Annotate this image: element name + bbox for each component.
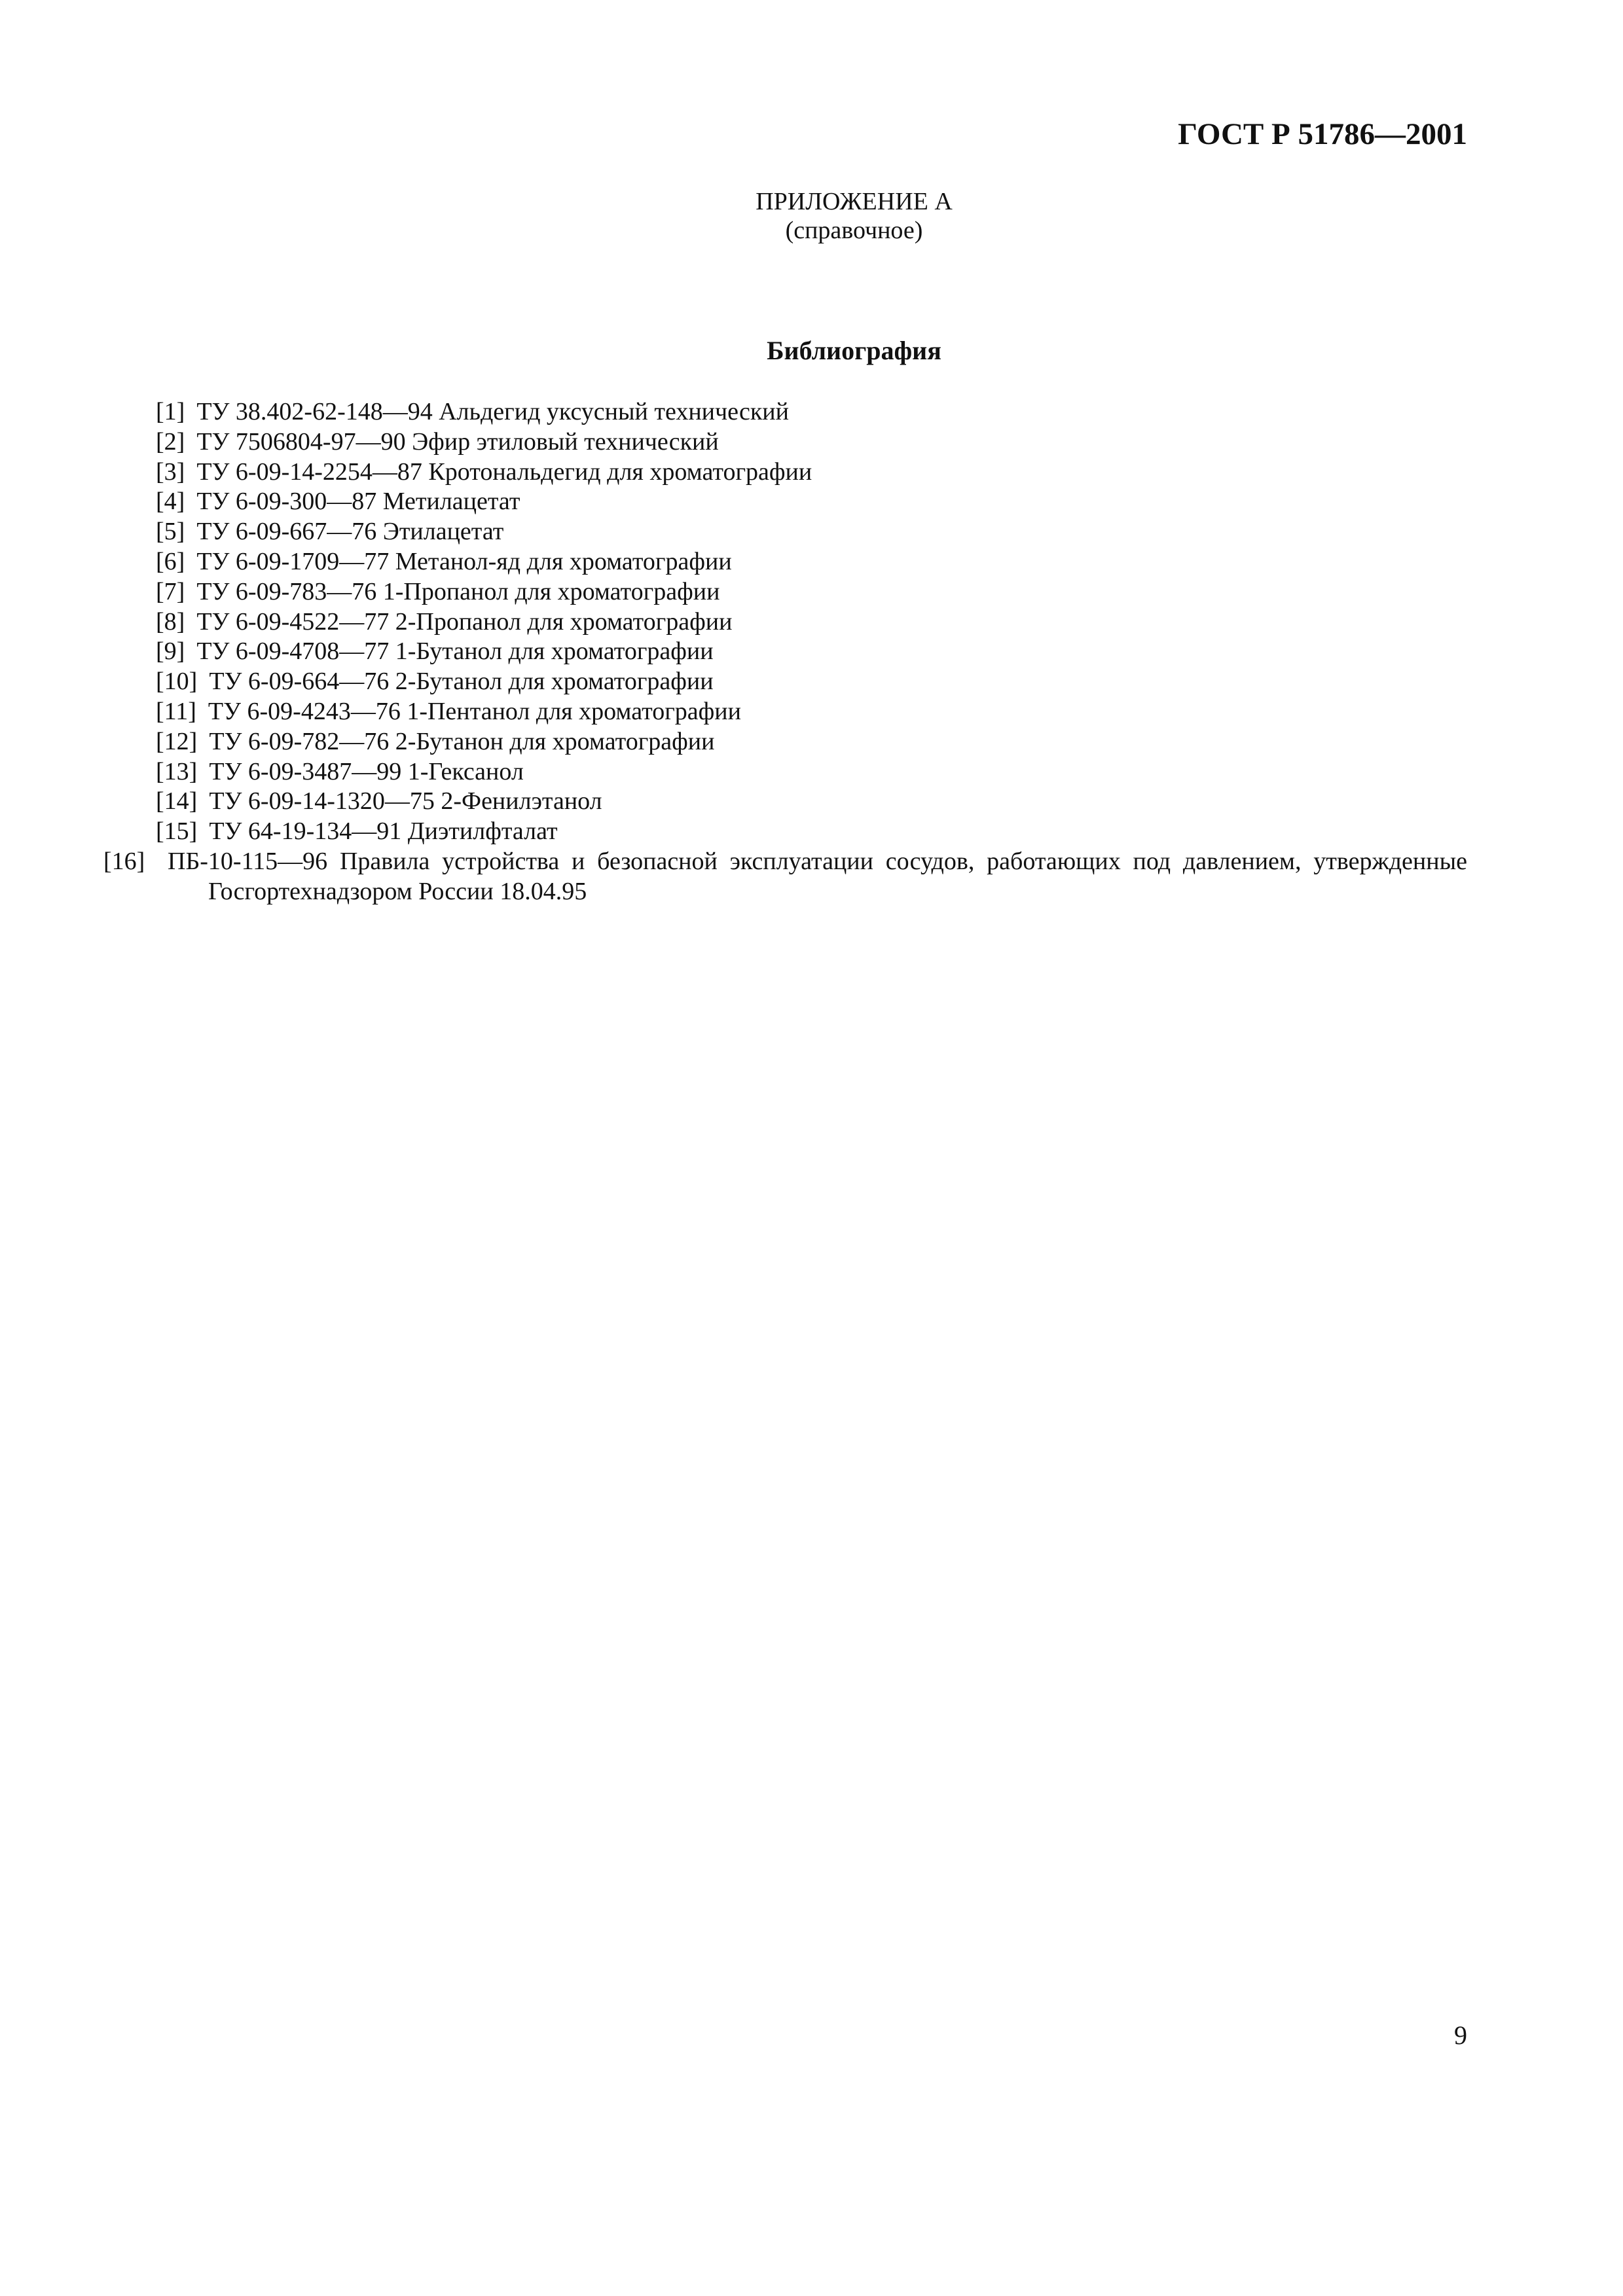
appendix-subtitle: (справочное): [785, 217, 923, 244]
reference-text: ТУ 6-09-667—76 Этилацетат: [196, 518, 504, 546]
section-title: Библиография: [767, 336, 941, 365]
reference-number: [7]: [156, 577, 185, 605]
list-item: [156, 397, 1467, 427]
reference-text: ТУ 6-09-14-1320—75 2-Фенилэтанол: [209, 787, 602, 816]
reference-number: [14]: [156, 787, 198, 816]
reference-number: [9]: [156, 637, 185, 666]
list-item: [156, 457, 1467, 488]
list-item: [156, 637, 1467, 667]
reference-number: [13]: [156, 757, 198, 785]
reference-text: ТУ 64-19-134—91 Диэтилфталат: [209, 817, 558, 846]
reference-number: [11]: [156, 697, 196, 725]
reference-number: [12]: [156, 727, 198, 755]
document-code: ГОСТ Р 51786—2001: [1178, 117, 1467, 151]
appendix-heading: [0, 187, 1623, 245]
reference-number: [2]: [156, 427, 185, 456]
reference-text: ТУ 6-09-4243—76 1-Пентанол для хроматографии: [208, 697, 741, 725]
list-item: [156, 727, 1467, 757]
list-item: [156, 607, 1467, 637]
reference-text: ТУ 6-09-1709—77 Метанол-яд для хроматографии: [196, 547, 732, 575]
reference-text: ТУ 38.402-62-148—94 Альдегид уксусный технический: [196, 398, 789, 425]
page-number: 9: [1454, 2020, 1467, 2050]
list-item: [156, 667, 1467, 697]
reference-number: [8]: [156, 607, 185, 636]
reference-number: [5]: [156, 518, 185, 546]
list-item: [156, 517, 1467, 547]
list-item: [156, 487, 1467, 517]
reference-number: [3]: [156, 457, 185, 486]
reference-text: ТУ 6-09-300—87 Метилацетат: [196, 488, 520, 516]
reference-number: [1]: [156, 398, 185, 425]
reference-number: [15]: [156, 817, 198, 846]
bibliography-list: [103, 397, 1467, 907]
reference-text: ПБ-10-115—96 Правила устройства и безопасной эксплуатации сосудов, работающих под давлением, утвержденные Госгортехнадзором России 18.04.95: [168, 847, 1467, 905]
reference-text: ТУ 6-09-664—76 2-Бутанол для хроматографии: [209, 668, 714, 696]
list-item: [156, 757, 1467, 787]
reference-text: ТУ 6-09-4708—77 1-Бутанол для хроматографии: [196, 637, 714, 666]
reference-text: ТУ 6-09-3487—99 1-Гексанол: [209, 757, 524, 785]
reference-text: ТУ 7506804-97—90 Эфир этиловый технический: [196, 427, 719, 456]
reference-text: ТУ 6-09-782—76 2-Бутанон для хроматографии: [209, 727, 715, 755]
reference-text: ТУ 6-09-783—76 1-Пропанол для хроматографии: [196, 577, 720, 605]
list-item: [156, 577, 1467, 607]
reference-text: ТУ 6-09-14-2254—87 Кротональдегид для хроматографии: [196, 457, 812, 486]
list-item: [156, 547, 1467, 577]
reference-number: [10]: [156, 668, 198, 696]
reference-number: [6]: [156, 547, 185, 575]
list-item: [16] ПБ-10-115—96 Правила устройства и безопасной эксплуатации сосудов, работающих под давлением, утвержденные Госгортехнадзором России 18.04.95: [103, 847, 1467, 905]
appendix-title: ПРИЛОЖЕНИЕ А: [756, 188, 953, 215]
list-item: [156, 817, 1467, 847]
list-item: [156, 427, 1467, 457]
list-item: [156, 697, 1467, 727]
reference-number: [4]: [156, 488, 185, 516]
list-item: [156, 787, 1467, 817]
reference-text: ТУ 6-09-4522—77 2-Пропанол для хроматографии: [196, 607, 733, 636]
